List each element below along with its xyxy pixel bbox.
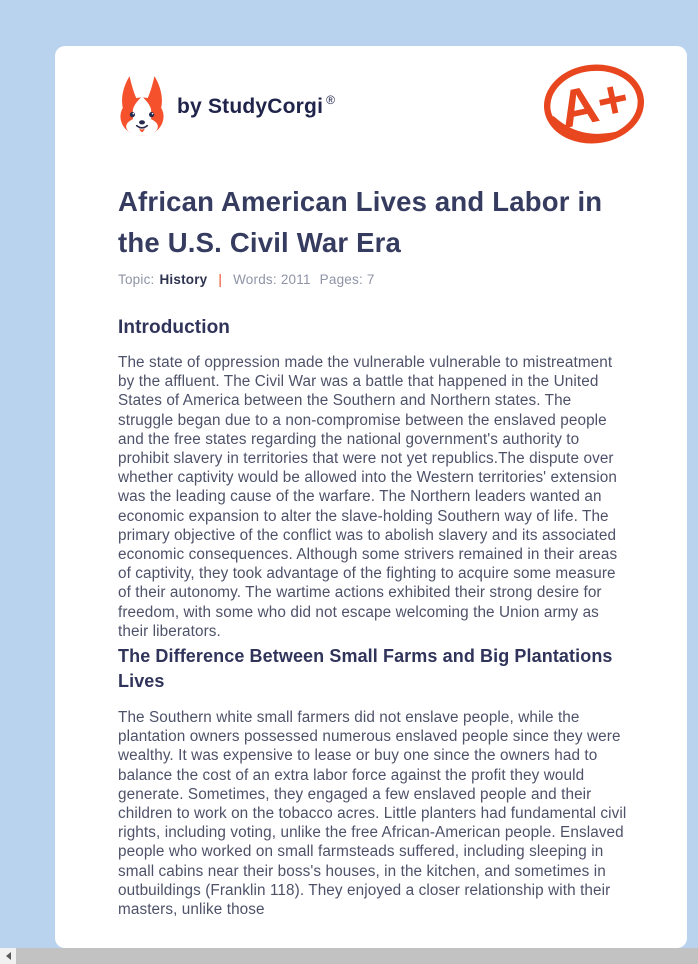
brand-label: by StudyCorgi <box>177 95 324 118</box>
article-meta <box>118 272 630 287</box>
registered-mark: ® <box>326 93 336 107</box>
corgi-icon <box>118 75 166 137</box>
words-count: Words: 2011 <box>233 272 311 287</box>
topic-label: Topic: <box>118 272 155 287</box>
page-title: African American Lives and Labor in the U.S. Civil War Era <box>118 186 603 258</box>
section-heading-difference: The Difference Between Small Farms and Big Plantations Lives <box>118 646 613 691</box>
section-body-difference: The Southern white small farmers did not enslave people, while the plantation owners possessed numerous enslaved people since they were wealthy. It was expensive to lease or buy one since the owners had to balance the cost of an extra labor force against the profit they would generate. Sometimes, they engaged a few enslaved people and their children to work on the tobacco acres. Little planters had fundamental civil rights, including voting, unlike the free African-American people. Enslaved people who worked on small farmsteads suffered, including sleeping in small cabins near their boss's houses, in the kitchen, and sometimes in outbuildings (Franklin 118). They enjoyed a closer relationship with their masters, unlike those <box>118 709 627 919</box>
scrollbar-left-button[interactable] <box>0 948 16 964</box>
topic-link[interactable]: History <box>159 272 208 287</box>
horizontal-scrollbar[interactable] <box>0 948 698 964</box>
brand-text <box>177 93 335 119</box>
section-heading-introduction: Introduction <box>118 317 231 338</box>
left-arrow-icon <box>6 952 11 960</box>
document-card <box>55 46 687 948</box>
document-card-inner <box>55 46 687 919</box>
meta-separator: | <box>218 272 223 287</box>
scrollbar-thumb[interactable] <box>16 948 698 964</box>
pages-count: Pages: 7 <box>319 272 375 287</box>
section-body-introduction: The state of oppression made the vulnerable vulnerable to mistreatment by the affluent. The Civil War was a battle that happened in the United States of America between the Southern and Northern states. The struggle began due to a non-compromise between the enslaved people and the free states regarding the national government's authority to prohibit slavery in territories that were not yet republics.The dispute over whether captivity would be allowed into the Western territories' extension was the leading cause of the warfare. The Northern leaders wanted an economic expansion to alter the slave-holding Southern way of life. The primary objective of the conflict was to abolish slavery and its associated economic consequences. Although some strivers remained in their areas of captivity, they took advantage of the fighting to acquire some measure of their autonomy. The wartime actions exhibited their strong desire for freedom, with some who did not escape welcoming the Union army as their liberators. <box>118 354 618 640</box>
a-plus-stamp-icon <box>540 60 648 148</box>
stamp-grade-text: A+ <box>554 68 634 141</box>
